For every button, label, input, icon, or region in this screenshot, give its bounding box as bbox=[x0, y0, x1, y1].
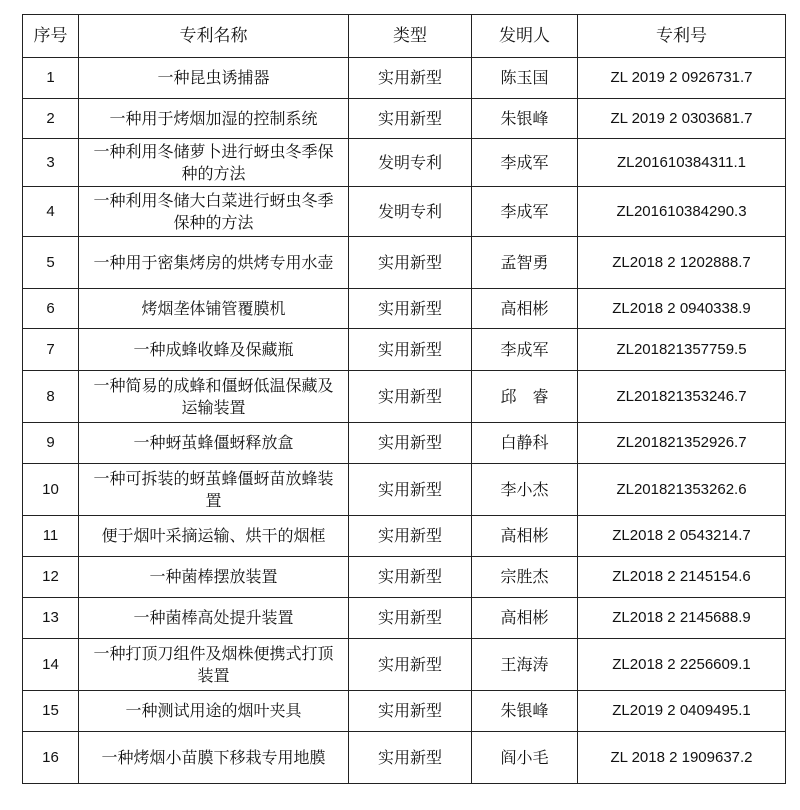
inventor-cell: 朱银峰 bbox=[472, 691, 578, 732]
patent-name-cell: 一种简易的成蜂和僵蚜低温保藏及运输装置 bbox=[79, 371, 349, 423]
seq-cell: 7 bbox=[23, 329, 79, 371]
patent-name-cell: 一种测试用途的烟叶夹具 bbox=[79, 691, 349, 732]
type-cell: 实用新型 bbox=[349, 598, 472, 639]
table-row bbox=[23, 237, 786, 289]
seq-cell: 10 bbox=[23, 464, 79, 516]
patent-number-cell: ZL201821353262.6 bbox=[578, 464, 786, 516]
patent-number-cell: ZL2018 2 0940338.9 bbox=[578, 289, 786, 329]
inventor-cell: 高相彬 bbox=[472, 516, 578, 557]
patent-name-cell: 一种菌棒摆放装置 bbox=[79, 557, 349, 598]
table-row bbox=[23, 464, 786, 516]
inventor-cell: 高相彬 bbox=[472, 598, 578, 639]
patent-number-cell: ZL201821357759.5 bbox=[578, 329, 786, 371]
header-seq: 序号 bbox=[23, 15, 79, 58]
table-row bbox=[23, 187, 786, 237]
seq-cell: 2 bbox=[23, 99, 79, 139]
patent-number-cell: ZL2019 2 0409495.1 bbox=[578, 691, 786, 732]
table-row bbox=[23, 139, 786, 187]
table-row bbox=[23, 639, 786, 691]
patent-number-cell: ZL 2018 2 1909637.2 bbox=[578, 732, 786, 784]
type-cell: 实用新型 bbox=[349, 237, 472, 289]
patent-number-cell: ZL201610384311.1 bbox=[578, 139, 786, 187]
seq-cell: 15 bbox=[23, 691, 79, 732]
table-body bbox=[23, 58, 786, 784]
table-row bbox=[23, 598, 786, 639]
patent-name-cell: 一种利用冬储萝卜进行蚜虫冬季保种的方法 bbox=[79, 139, 349, 187]
type-cell: 实用新型 bbox=[349, 691, 472, 732]
table-row bbox=[23, 58, 786, 99]
patent-number-cell: ZL2018 2 1202888.7 bbox=[578, 237, 786, 289]
patent-number-cell: ZL 2019 2 0303681.7 bbox=[578, 99, 786, 139]
inventor-cell: 高相彬 bbox=[472, 289, 578, 329]
seq-cell: 6 bbox=[23, 289, 79, 329]
type-cell: 发明专利 bbox=[349, 187, 472, 237]
patent-number-cell: ZL 2019 2 0926731.7 bbox=[578, 58, 786, 99]
patent-name-cell: 一种可拆装的蚜茧蜂僵蚜苗放蜂装置 bbox=[79, 464, 349, 516]
patent-name-cell: 一种用于密集烤房的烘烤专用水壶 bbox=[79, 237, 349, 289]
type-cell: 实用新型 bbox=[349, 99, 472, 139]
table-row bbox=[23, 557, 786, 598]
seq-cell: 5 bbox=[23, 237, 79, 289]
table-row bbox=[23, 732, 786, 784]
type-cell: 实用新型 bbox=[349, 371, 472, 423]
inventor-cell: 朱银峰 bbox=[472, 99, 578, 139]
seq-cell: 14 bbox=[23, 639, 79, 691]
type-cell: 实用新型 bbox=[349, 732, 472, 784]
inventor-cell: 李成军 bbox=[472, 329, 578, 371]
inventor-cell: 阎小毛 bbox=[472, 732, 578, 784]
seq-cell: 11 bbox=[23, 516, 79, 557]
patent-table bbox=[22, 14, 786, 784]
header-name: 专利名称 bbox=[79, 15, 349, 58]
inventor-cell: 王海涛 bbox=[472, 639, 578, 691]
header-number: 专利号 bbox=[578, 15, 786, 58]
patent-number-cell: ZL2018 2 2256609.1 bbox=[578, 639, 786, 691]
patent-name-cell: 一种成蜂收蜂及保藏瓶 bbox=[79, 329, 349, 371]
header-inventor: 发明人 bbox=[472, 15, 578, 58]
seq-cell: 3 bbox=[23, 139, 79, 187]
patent-number-cell: ZL201610384290.3 bbox=[578, 187, 786, 237]
type-cell: 实用新型 bbox=[349, 58, 472, 99]
type-cell: 实用新型 bbox=[349, 516, 472, 557]
seq-cell: 9 bbox=[23, 423, 79, 464]
inventor-cell: 宗胜杰 bbox=[472, 557, 578, 598]
header-type: 类型 bbox=[349, 15, 472, 58]
table-row bbox=[23, 691, 786, 732]
inventor-cell: 李成军 bbox=[472, 139, 578, 187]
seq-cell: 13 bbox=[23, 598, 79, 639]
type-cell: 实用新型 bbox=[349, 464, 472, 516]
patent-number-cell: ZL2018 2 2145154.6 bbox=[578, 557, 786, 598]
table-row bbox=[23, 289, 786, 329]
patent-name-cell: 一种打顶刀组件及烟株便携式打顶装置 bbox=[79, 639, 349, 691]
type-cell: 发明专利 bbox=[349, 139, 472, 187]
seq-cell: 8 bbox=[23, 371, 79, 423]
type-cell: 实用新型 bbox=[349, 639, 472, 691]
inventor-cell: 李小杰 bbox=[472, 464, 578, 516]
table-row bbox=[23, 516, 786, 557]
patent-name-cell: 一种用于烤烟加湿的控制系统 bbox=[79, 99, 349, 139]
table-row bbox=[23, 329, 786, 371]
inventor-cell: 邱 睿 bbox=[472, 371, 578, 423]
inventor-cell: 白静科 bbox=[472, 423, 578, 464]
seq-cell: 16 bbox=[23, 732, 79, 784]
seq-cell: 1 bbox=[23, 58, 79, 99]
inventor-cell: 陈玉国 bbox=[472, 58, 578, 99]
patent-name-cell: 一种利用冬储大白菜进行蚜虫冬季保种的方法 bbox=[79, 187, 349, 237]
patent-name-cell: 一种蚜茧蜂僵蚜释放盒 bbox=[79, 423, 349, 464]
patent-number-cell: ZL201821353246.7 bbox=[578, 371, 786, 423]
type-cell: 实用新型 bbox=[349, 557, 472, 598]
patent-name-cell: 一种昆虫诱捕器 bbox=[79, 58, 349, 99]
type-cell: 实用新型 bbox=[349, 423, 472, 464]
patent-number-cell: ZL2018 2 0543214.7 bbox=[578, 516, 786, 557]
inventor-cell: 李成军 bbox=[472, 187, 578, 237]
table-row bbox=[23, 99, 786, 139]
patent-number-cell: ZL2018 2 2145688.9 bbox=[578, 598, 786, 639]
type-cell: 实用新型 bbox=[349, 329, 472, 371]
table-header bbox=[23, 15, 786, 58]
patent-name-cell: 一种烤烟小苗膜下移栽专用地膜 bbox=[79, 732, 349, 784]
header-row bbox=[23, 15, 786, 58]
inventor-cell: 孟智勇 bbox=[472, 237, 578, 289]
seq-cell: 12 bbox=[23, 557, 79, 598]
patent-name-cell: 便于烟叶采摘运输、烘干的烟框 bbox=[79, 516, 349, 557]
table-row bbox=[23, 423, 786, 464]
type-cell: 实用新型 bbox=[349, 289, 472, 329]
patent-number-cell: ZL201821352926.7 bbox=[578, 423, 786, 464]
patent-name-cell: 烤烟垄体铺管覆膜机 bbox=[79, 289, 349, 329]
table-row bbox=[23, 371, 786, 423]
seq-cell: 4 bbox=[23, 187, 79, 237]
patent-name-cell: 一种菌棒高处提升装置 bbox=[79, 598, 349, 639]
